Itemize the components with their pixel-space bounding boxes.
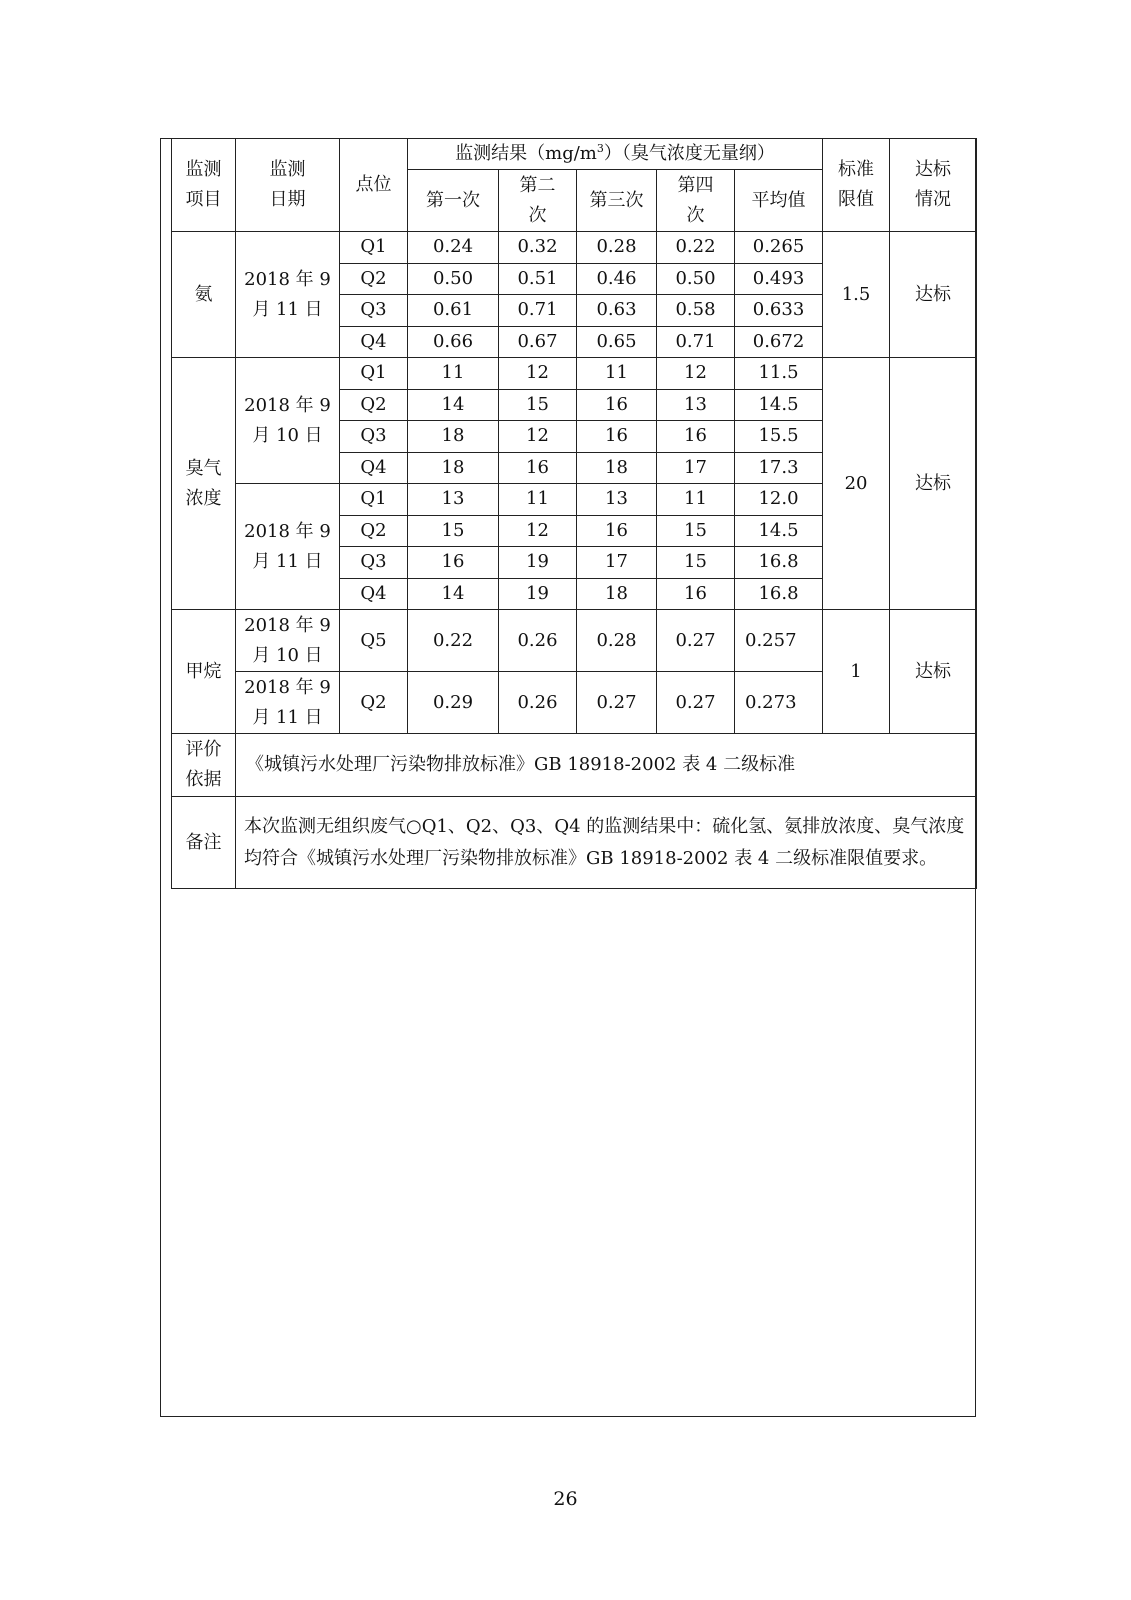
table-row bbox=[172, 610, 977, 672]
value-1-cell: 0.24 bbox=[408, 232, 499, 264]
value-2-cell: 15 bbox=[499, 389, 577, 421]
point-cell: Q3 bbox=[340, 421, 408, 453]
value-3-cell: 13 bbox=[577, 484, 657, 516]
item-cell: 臭气 浓度 bbox=[172, 358, 236, 610]
header-average: 平均值 bbox=[735, 170, 823, 232]
value-2-cell: 12 bbox=[499, 358, 577, 390]
point-cell: Q3 bbox=[340, 547, 408, 579]
average-cell: 14.5 bbox=[735, 389, 823, 421]
header-item: 监测 项目 bbox=[172, 139, 236, 232]
point-cell: Q4 bbox=[340, 578, 408, 610]
table-row bbox=[172, 358, 977, 390]
header-first: 第一次 bbox=[408, 170, 499, 232]
value-2-cell: 0.26 bbox=[499, 672, 577, 734]
value-3-cell: 0.65 bbox=[577, 326, 657, 358]
page-number: 26 bbox=[553, 1488, 578, 1510]
value-1-cell: 18 bbox=[408, 421, 499, 453]
point-cell: Q1 bbox=[340, 484, 408, 516]
average-cell: 11.5 bbox=[735, 358, 823, 390]
value-4-cell: 15 bbox=[657, 547, 735, 579]
value-4-cell: 12 bbox=[657, 358, 735, 390]
average-cell: 0.672 bbox=[735, 326, 823, 358]
point-cell: Q5 bbox=[340, 610, 408, 672]
value-2-cell: 11 bbox=[499, 484, 577, 516]
date-cell: 2018 年 9 月 11 日 bbox=[236, 484, 340, 610]
monitoring-results-table bbox=[171, 138, 977, 889]
value-1-cell: 13 bbox=[408, 484, 499, 516]
value-4-cell: 0.50 bbox=[657, 263, 735, 295]
average-cell: 15.5 bbox=[735, 421, 823, 453]
point-cell: Q3 bbox=[340, 295, 408, 327]
average-cell: 16.8 bbox=[735, 547, 823, 579]
point-cell: Q4 bbox=[340, 452, 408, 484]
average-cell: 0.273 bbox=[735, 672, 823, 734]
value-3-cell: 0.63 bbox=[577, 295, 657, 327]
average-cell: 0.257 bbox=[735, 610, 823, 672]
header-second: 第二 次 bbox=[499, 170, 577, 232]
date-cell: 2018 年 9 月 10 日 bbox=[236, 610, 340, 672]
item-cell: 氨 bbox=[172, 232, 236, 358]
value-1-cell: 18 bbox=[408, 452, 499, 484]
value-4-cell: 0.71 bbox=[657, 326, 735, 358]
value-2-cell: 0.67 bbox=[499, 326, 577, 358]
value-4-cell: 0.27 bbox=[657, 610, 735, 672]
average-cell: 0.633 bbox=[735, 295, 823, 327]
date-cell: 2018 年 9 月 11 日 bbox=[236, 672, 340, 734]
average-cell: 0.265 bbox=[735, 232, 823, 264]
value-4-cell: 13 bbox=[657, 389, 735, 421]
basis-text: 《城镇污水处理厂污染物排放标准》GB 18918-2002 表 4 二级标准 bbox=[236, 734, 977, 797]
date-cell: 2018 年 9 月 11 日 bbox=[236, 232, 340, 358]
header-results-title: 监测结果$(mg/m^3)$（臭气浓度无量纲） bbox=[408, 139, 823, 170]
value-3-cell: 0.27 bbox=[577, 672, 657, 734]
value-3-cell: 18 bbox=[577, 578, 657, 610]
value-3-cell: 16 bbox=[577, 515, 657, 547]
point-cell: Q2 bbox=[340, 389, 408, 421]
value-3-cell: 0.28 bbox=[577, 610, 657, 672]
value-2-cell: 0.32 bbox=[499, 232, 577, 264]
header-third: 第三次 bbox=[577, 170, 657, 232]
value-3-cell: 17 bbox=[577, 547, 657, 579]
value-1-cell: 0.61 bbox=[408, 295, 499, 327]
value-2-cell: 12 bbox=[499, 421, 577, 453]
limit-cell: 1 bbox=[823, 610, 890, 734]
value-3-cell: 16 bbox=[577, 389, 657, 421]
status-cell: 达标 bbox=[890, 610, 977, 734]
point-cell: Q1 bbox=[340, 358, 408, 390]
average-cell: 17.3 bbox=[735, 452, 823, 484]
value-4-cell: 0.22 bbox=[657, 232, 735, 264]
header-fourth: 第四 次 bbox=[657, 170, 735, 232]
value-3-cell: 0.28 bbox=[577, 232, 657, 264]
value-2-cell: 0.71 bbox=[499, 295, 577, 327]
value-3-cell: 18 bbox=[577, 452, 657, 484]
status-cell: 达标 bbox=[890, 232, 977, 358]
average-cell: 14.5 bbox=[735, 515, 823, 547]
remark-text: 本次监测无组织废气○Q1、Q2、Q3、Q4 的监测结果中：硫化氢、氨排放浓度、臭气浓度均符合《城镇污水处理厂污染物排放标准》GB 18918-2002 表 4 二级标准限值要求。 bbox=[236, 797, 977, 889]
limit-cell: 1.5 bbox=[823, 232, 890, 358]
value-1-cell: 16 bbox=[408, 547, 499, 579]
value-4-cell: 0.58 bbox=[657, 295, 735, 327]
value-1-cell: 0.22 bbox=[408, 610, 499, 672]
value-2-cell: 0.51 bbox=[499, 263, 577, 295]
value-2-cell: 12 bbox=[499, 515, 577, 547]
header-status: 达标 情况 bbox=[890, 139, 977, 232]
point-cell: Q2 bbox=[340, 672, 408, 734]
header-limit: 标准 限值 bbox=[823, 139, 890, 232]
value-4-cell: 0.27 bbox=[657, 672, 735, 734]
value-3-cell: 11 bbox=[577, 358, 657, 390]
basis-label: 评价 依据 bbox=[172, 734, 236, 797]
point-cell: Q4 bbox=[340, 326, 408, 358]
value-2-cell: 19 bbox=[499, 547, 577, 579]
average-cell: 16.8 bbox=[735, 578, 823, 610]
value-2-cell: 0.26 bbox=[499, 610, 577, 672]
date-cell: 2018 年 9 月 10 日 bbox=[236, 358, 340, 484]
value-2-cell: 19 bbox=[499, 578, 577, 610]
value-4-cell: 15 bbox=[657, 515, 735, 547]
table-row bbox=[172, 232, 977, 264]
value-1-cell: 14 bbox=[408, 389, 499, 421]
remark-label: 备注 bbox=[172, 797, 236, 889]
value-4-cell: 16 bbox=[657, 421, 735, 453]
average-cell: 0.493 bbox=[735, 263, 823, 295]
header-date: 监测 日期 bbox=[236, 139, 340, 232]
header-point: 点位 bbox=[340, 139, 408, 232]
point-cell: Q2 bbox=[340, 515, 408, 547]
limit-cell: 20 bbox=[823, 358, 890, 610]
point-cell: Q2 bbox=[340, 263, 408, 295]
value-3-cell: 16 bbox=[577, 421, 657, 453]
value-4-cell: 16 bbox=[657, 578, 735, 610]
value-3-cell: 0.46 bbox=[577, 263, 657, 295]
value-1-cell: 0.29 bbox=[408, 672, 499, 734]
value-1-cell: 0.66 bbox=[408, 326, 499, 358]
point-cell: Q1 bbox=[340, 232, 408, 264]
value-2-cell: 16 bbox=[499, 452, 577, 484]
status-cell: 达标 bbox=[890, 358, 977, 610]
value-4-cell: 17 bbox=[657, 452, 735, 484]
average-cell: 12.0 bbox=[735, 484, 823, 516]
value-4-cell: 11 bbox=[657, 484, 735, 516]
value-1-cell: 0.50 bbox=[408, 263, 499, 295]
value-1-cell: 11 bbox=[408, 358, 499, 390]
item-cell: 甲烷 bbox=[172, 610, 236, 734]
value-1-cell: 14 bbox=[408, 578, 499, 610]
value-1-cell: 15 bbox=[408, 515, 499, 547]
